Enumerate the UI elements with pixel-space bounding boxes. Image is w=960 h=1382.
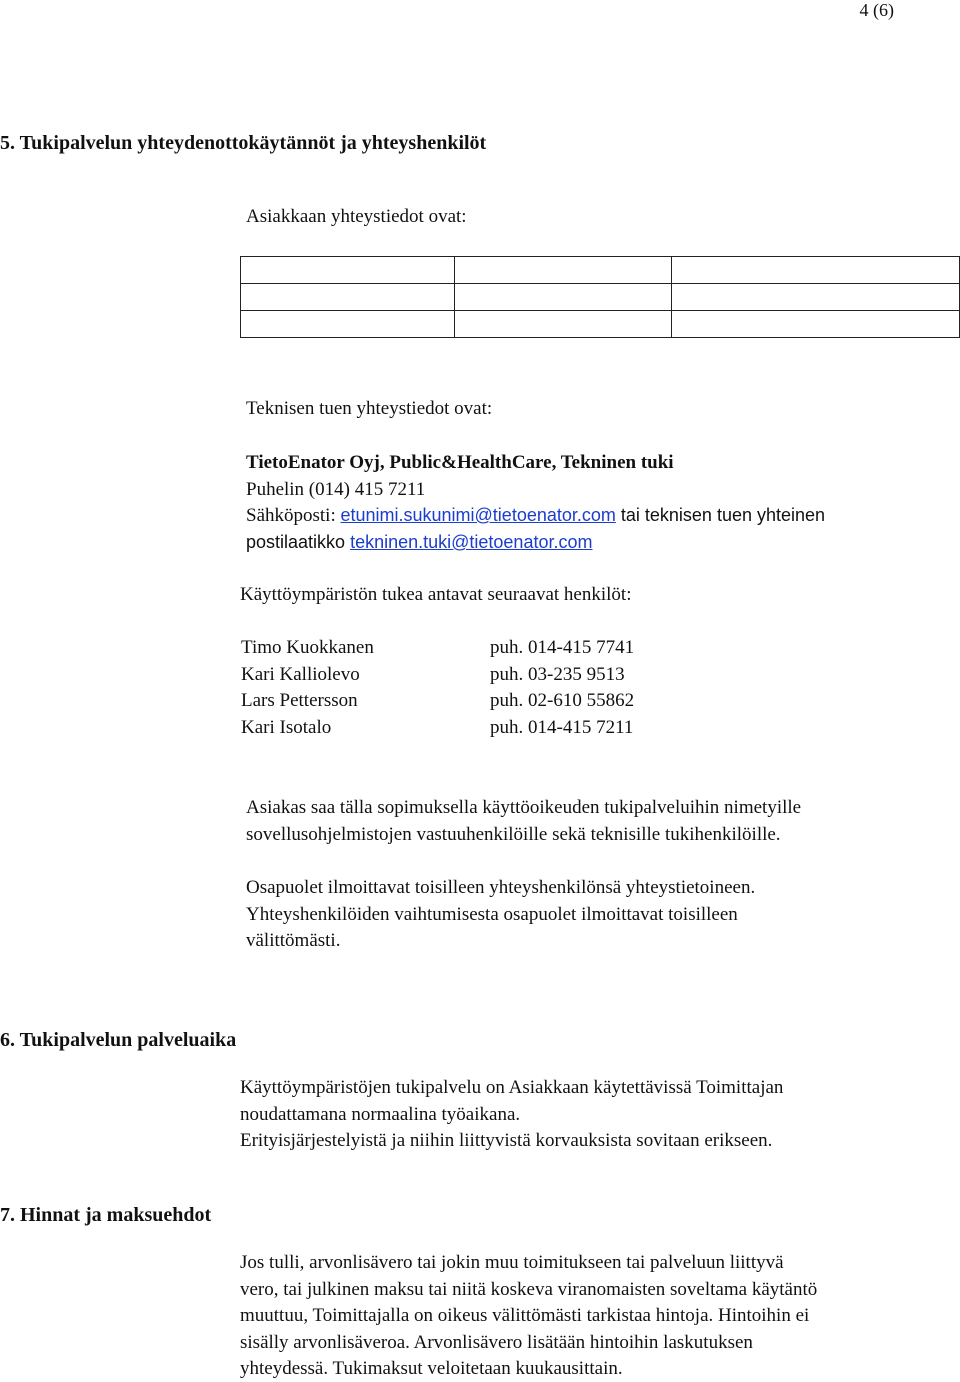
section-6-heading: 6. Tukipalvelun palveluaika	[0, 1029, 237, 1051]
paragraph-line: Asiakas saa tälla sopimuksella käyttöoikeuden tukipalveluihin nimetyille	[246, 797, 802, 818]
person-name: Kari Kalliolevo	[241, 664, 360, 685]
table-row	[241, 284, 960, 311]
paragraph-line: yhteydessä. Tukimaksut veloitetaan kuukausittain.	[240, 1358, 623, 1379]
paragraph-line: Yhteyshenkilöiden vaihtumisesta osapuolet ilmoittavat toisilleen	[246, 904, 738, 925]
paragraph-line: sovellusohjelmistojen vastuuhenkilöille sekä teknisille tukihenkilöille.	[246, 824, 781, 845]
tech-contacts-label: Teknisen tuen yhteystiedot ovat:	[246, 398, 493, 419]
table-cell[interactable]	[455, 257, 671, 284]
table-cell[interactable]	[671, 284, 959, 311]
tech-phone: Puhelin (014) 415 7211	[246, 479, 426, 500]
section-7-heading: 7. Hinnat ja maksuehdot	[0, 1204, 212, 1226]
tech-company: TietoEnator Oyj, Public&HealthCare, Tekninen tuki	[246, 452, 674, 473]
customer-contacts-label: Asiakkaan yhteystiedot ovat:	[246, 206, 467, 227]
page-number: 4 (6)	[859, 0, 894, 20]
email-link[interactable]: etunimi.sukunimi@tietoenator.com	[340, 505, 616, 525]
table-cell[interactable]	[671, 257, 959, 284]
mailbox-link[interactable]: tekninen.tuki@tietoenator.com	[350, 532, 593, 552]
mailbox-line	[246, 532, 592, 554]
section-5-heading: 5. Tukipalvelun yhteydenottokäytännöt ja yhteyshenkilöt	[0, 132, 487, 154]
paragraph-line: välittömästi.	[246, 930, 341, 951]
email-suffix: tai teknisen tuen yhteinen	[615, 505, 826, 525]
person-phone: puh. 02-610 55862	[490, 690, 635, 711]
table-cell[interactable]	[241, 257, 455, 284]
customer-contacts-table	[240, 256, 960, 338]
person-phone: puh. 014-415 7741	[490, 637, 635, 658]
paragraph-line: Jos tulli, arvonlisävero tai jokin muu toimitukseen tai palveluun liittyvä	[240, 1252, 784, 1273]
paragraph-line: noudattamana normaalina työaikana.	[240, 1104, 521, 1125]
table-row	[241, 257, 960, 284]
mailbox-prefix: postilaatikko	[246, 532, 351, 552]
paragraph-line: Osapuolet ilmoittavat toisilleen yhteyshenkilönsä yhteystietoineen.	[246, 877, 756, 898]
paragraph-line: vero, tai julkinen maksu tai niitä koskeva viranomaisten soveltama käytäntö	[240, 1279, 818, 1300]
person-name: Lars Pettersson	[241, 690, 358, 711]
email-line	[246, 505, 825, 528]
person-name: Kari Isotalo	[241, 717, 332, 738]
table-row	[241, 311, 960, 338]
table-cell[interactable]	[241, 311, 455, 338]
person-phone: puh. 03-235 9513	[490, 664, 625, 685]
table-cell[interactable]	[455, 284, 671, 311]
paragraph-line: Käyttöympäristöjen tukipalvelu on Asiakkaan käytettävissä Toimittajan	[240, 1077, 784, 1098]
table-cell[interactable]	[671, 311, 959, 338]
table-cell[interactable]	[455, 311, 671, 338]
paragraph-line: muuttuu, Toimittajalla on oikeus välittömästi tarkistaa hintoja. Hintoihin ei	[240, 1305, 810, 1326]
person-name: Timo Kuokkanen	[241, 637, 374, 658]
table-cell[interactable]	[241, 284, 455, 311]
email-prefix: Sähköposti:	[246, 505, 341, 526]
paragraph-line: sisälly arvonlisäveroa. Arvonlisävero lisätään hintoihin laskutuksen	[240, 1332, 753, 1353]
env-support-label: Käyttöympäristön tukea antavat seuraavat henkilöt:	[240, 584, 632, 605]
paragraph-line: Erityisjärjestelyistä ja niihin liittyvistä korvauksista sovitaan erikseen.	[240, 1130, 773, 1151]
person-phone: puh. 014-415 7211	[490, 717, 634, 738]
